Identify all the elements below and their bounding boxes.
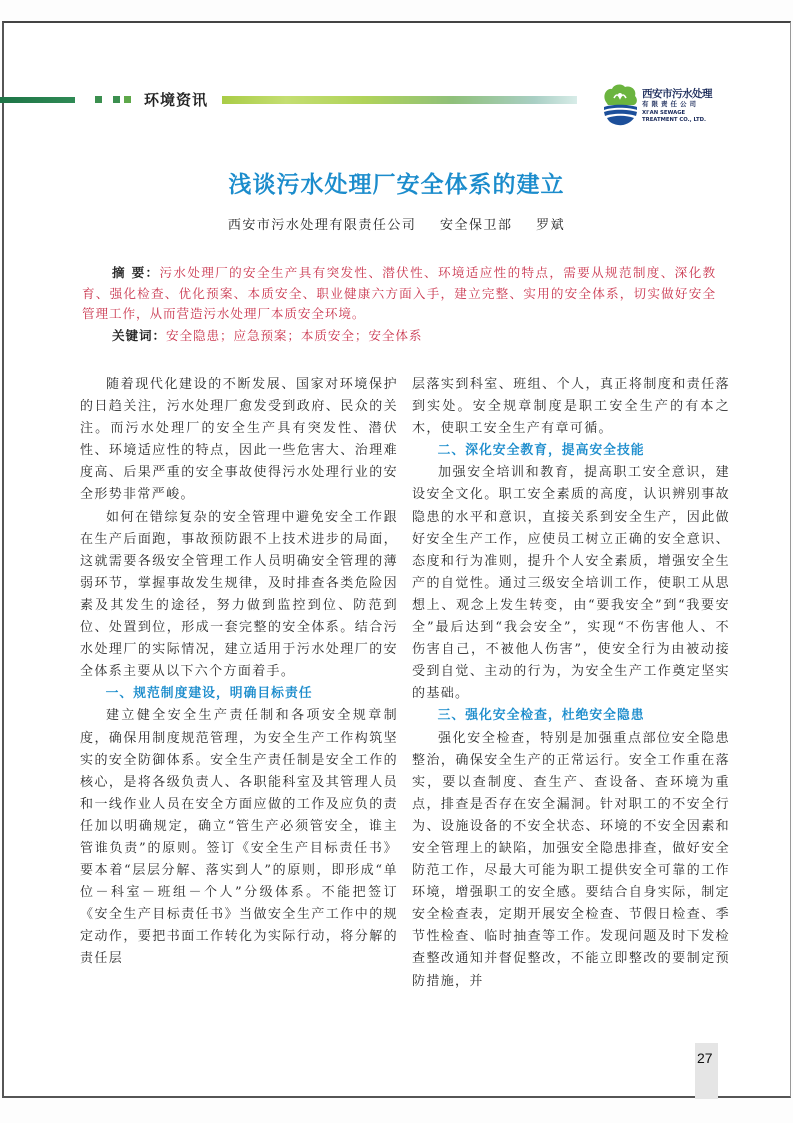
header-bar-dark xyxy=(0,97,75,103)
body-column-left xyxy=(80,374,398,971)
byline-company: 西安市污水处理有限责任公司 xyxy=(227,218,417,233)
header-square xyxy=(124,96,131,103)
abstract-label: 摘 要： xyxy=(112,265,160,280)
logo-name-cn: 西安市污水处理 xyxy=(642,88,712,100)
body-column-right xyxy=(412,374,730,993)
header-square xyxy=(113,96,120,103)
byline-department: 安全保卫部 xyxy=(439,218,513,233)
article-title: 浅谈污水处理厂安全体系的建立 xyxy=(228,172,565,198)
header-bar-gradient xyxy=(222,96,577,104)
keywords xyxy=(112,326,422,346)
header-square xyxy=(95,96,102,103)
byline-author: 罗斌 xyxy=(536,218,566,233)
paragraph: 如何在错综复杂的安全管理中避免安全工作跟在生产后面跑，事故预防跟不上技术进步的局面，这就需要各级安全管理工作人员明确安全管理的薄弱环节，掌握事故发生规律，及时排查各类危险因素及其发生的途径，努力做到监控到位、防范到位、处置到位，形成一套完整的安全体系。结合污水处理厂的实际情况，建立适用于污水处理厂的安全体系主要从以下六个方面着手。 xyxy=(80,509,398,680)
section-heading: 三、强化安全检查，杜绝安全隐患 xyxy=(437,708,645,724)
company-logo xyxy=(600,82,720,130)
paragraph: 随着现代化建设的不断发展、国家对环境保护的日趋关注，污水处理厂愈发受到政府、民众的关注。而污水处理厂的安全生产具有突发性、潜伏性、环境适应性的特点，因此一些危害大、治理难度高、后果严重的安全事故使得污水处理行业的安全形势非常严峻。 xyxy=(80,377,398,503)
paragraph: 强化安全检查，特别是加强重点部位安全隐患整治，确保安全生产的正常运行。安全工作重在落实，要以查制度、查生产、查设备、查环境为重点，排查是否存在安全漏洞。针对职工的不安全行为、设施设备的不安全状态、环境的不安全因素和安全管理上的缺陷，加强安全隐患排查，做好安全防范工作，尽最大可能为职工提供安全可靠的工作环境，增强职工的安全感。要结合自身实际，制定安全检查表，定期开展安全检查、节假日检查、季节性检查、临时抽查等工作。发现问题及时下发检查整改通知并督促整改，不能立即整改的要制定预防措施，并 xyxy=(412,730,730,989)
paragraph: 层落实到科室、班组、个人，真正将制度和责任落到实处。安全规章制度是职工安全生产的有本之木，使职工安全生产有章可循。 xyxy=(412,377,730,437)
section-label: 环境资讯 xyxy=(144,91,209,109)
logo-name-en-2: TREATMENT CO., LTD. xyxy=(642,117,707,123)
section-heading: 二、深化安全教育，提高安全技能 xyxy=(437,443,645,459)
logo-name-cn-sub: 有限责任公司 xyxy=(642,100,699,108)
header-bar-gap xyxy=(75,97,95,103)
abstract xyxy=(82,263,716,325)
paragraph: 建立健全安全生产责任制和各项安全规章制度，确保用制度规范管理，为安全生产工作构筑坚实的安全防御体系。安全生产责任制是安全工作的核心，是将各级负责人、各职能科室及其管理人员和一线作业人员在安全方面应做的工作及应负的责任加以明确规定，确立“管生产必须管安全，谁主管谁负责”的原则。签订《安全生产目标责任书》要本着“层层分解、落实到人”的原则，即形成“单位－科室－班组－个人”分级体系。不能把签订《安全生产目标责任书》当做安全生产工作中的规定动作，要把书面工作转化为实际行动，将分解的责任层 xyxy=(80,708,398,967)
logo-mark-icon xyxy=(600,82,640,126)
paragraph: 加强安全培训和教育，提高职工安全意识，建设安全文化。职工安全素质的高度，认识辨别事故隐患的水平和意识，直接关系到安全生产，因此做好安全生产工作，应使员工树立正确的安全意识、态度和行为准则，提升个人安全素质，增强安全生产的自觉性。通过三级安全培训工作，使职工从思想上、观念上发生转变，由“要我安全”到“我要安全”最后达到“我会安全”，实现“不伤害他人、不伤害自己，不被他人伤害”，使安全行为由被动接受到自觉、主动的行为，为安全生产工作奠定坚实的基础。 xyxy=(412,465,730,702)
byline xyxy=(0,214,793,233)
keywords-text: 安全隐患；应急预案；本质安全；安全体系 xyxy=(165,328,423,343)
section-heading: 一、规范制度建设，明确目标责任 xyxy=(105,686,313,702)
logo-name-en-1: XI'AN SEWAGE xyxy=(642,110,686,116)
keywords-label: 关键词： xyxy=(112,328,166,343)
abstract-text: 污水处理厂的安全生产具有突发性、潜伏性、环境适应性的特点，需要从规范制度、深化教育、强化检查、优化预案、本质安全、职业健康六方面入手，建立完整、实用的安全体系，切实做好安全管理工作，从而营造污水处理厂本质安全环境。 xyxy=(82,265,716,321)
page-number: 27 xyxy=(697,1050,713,1066)
